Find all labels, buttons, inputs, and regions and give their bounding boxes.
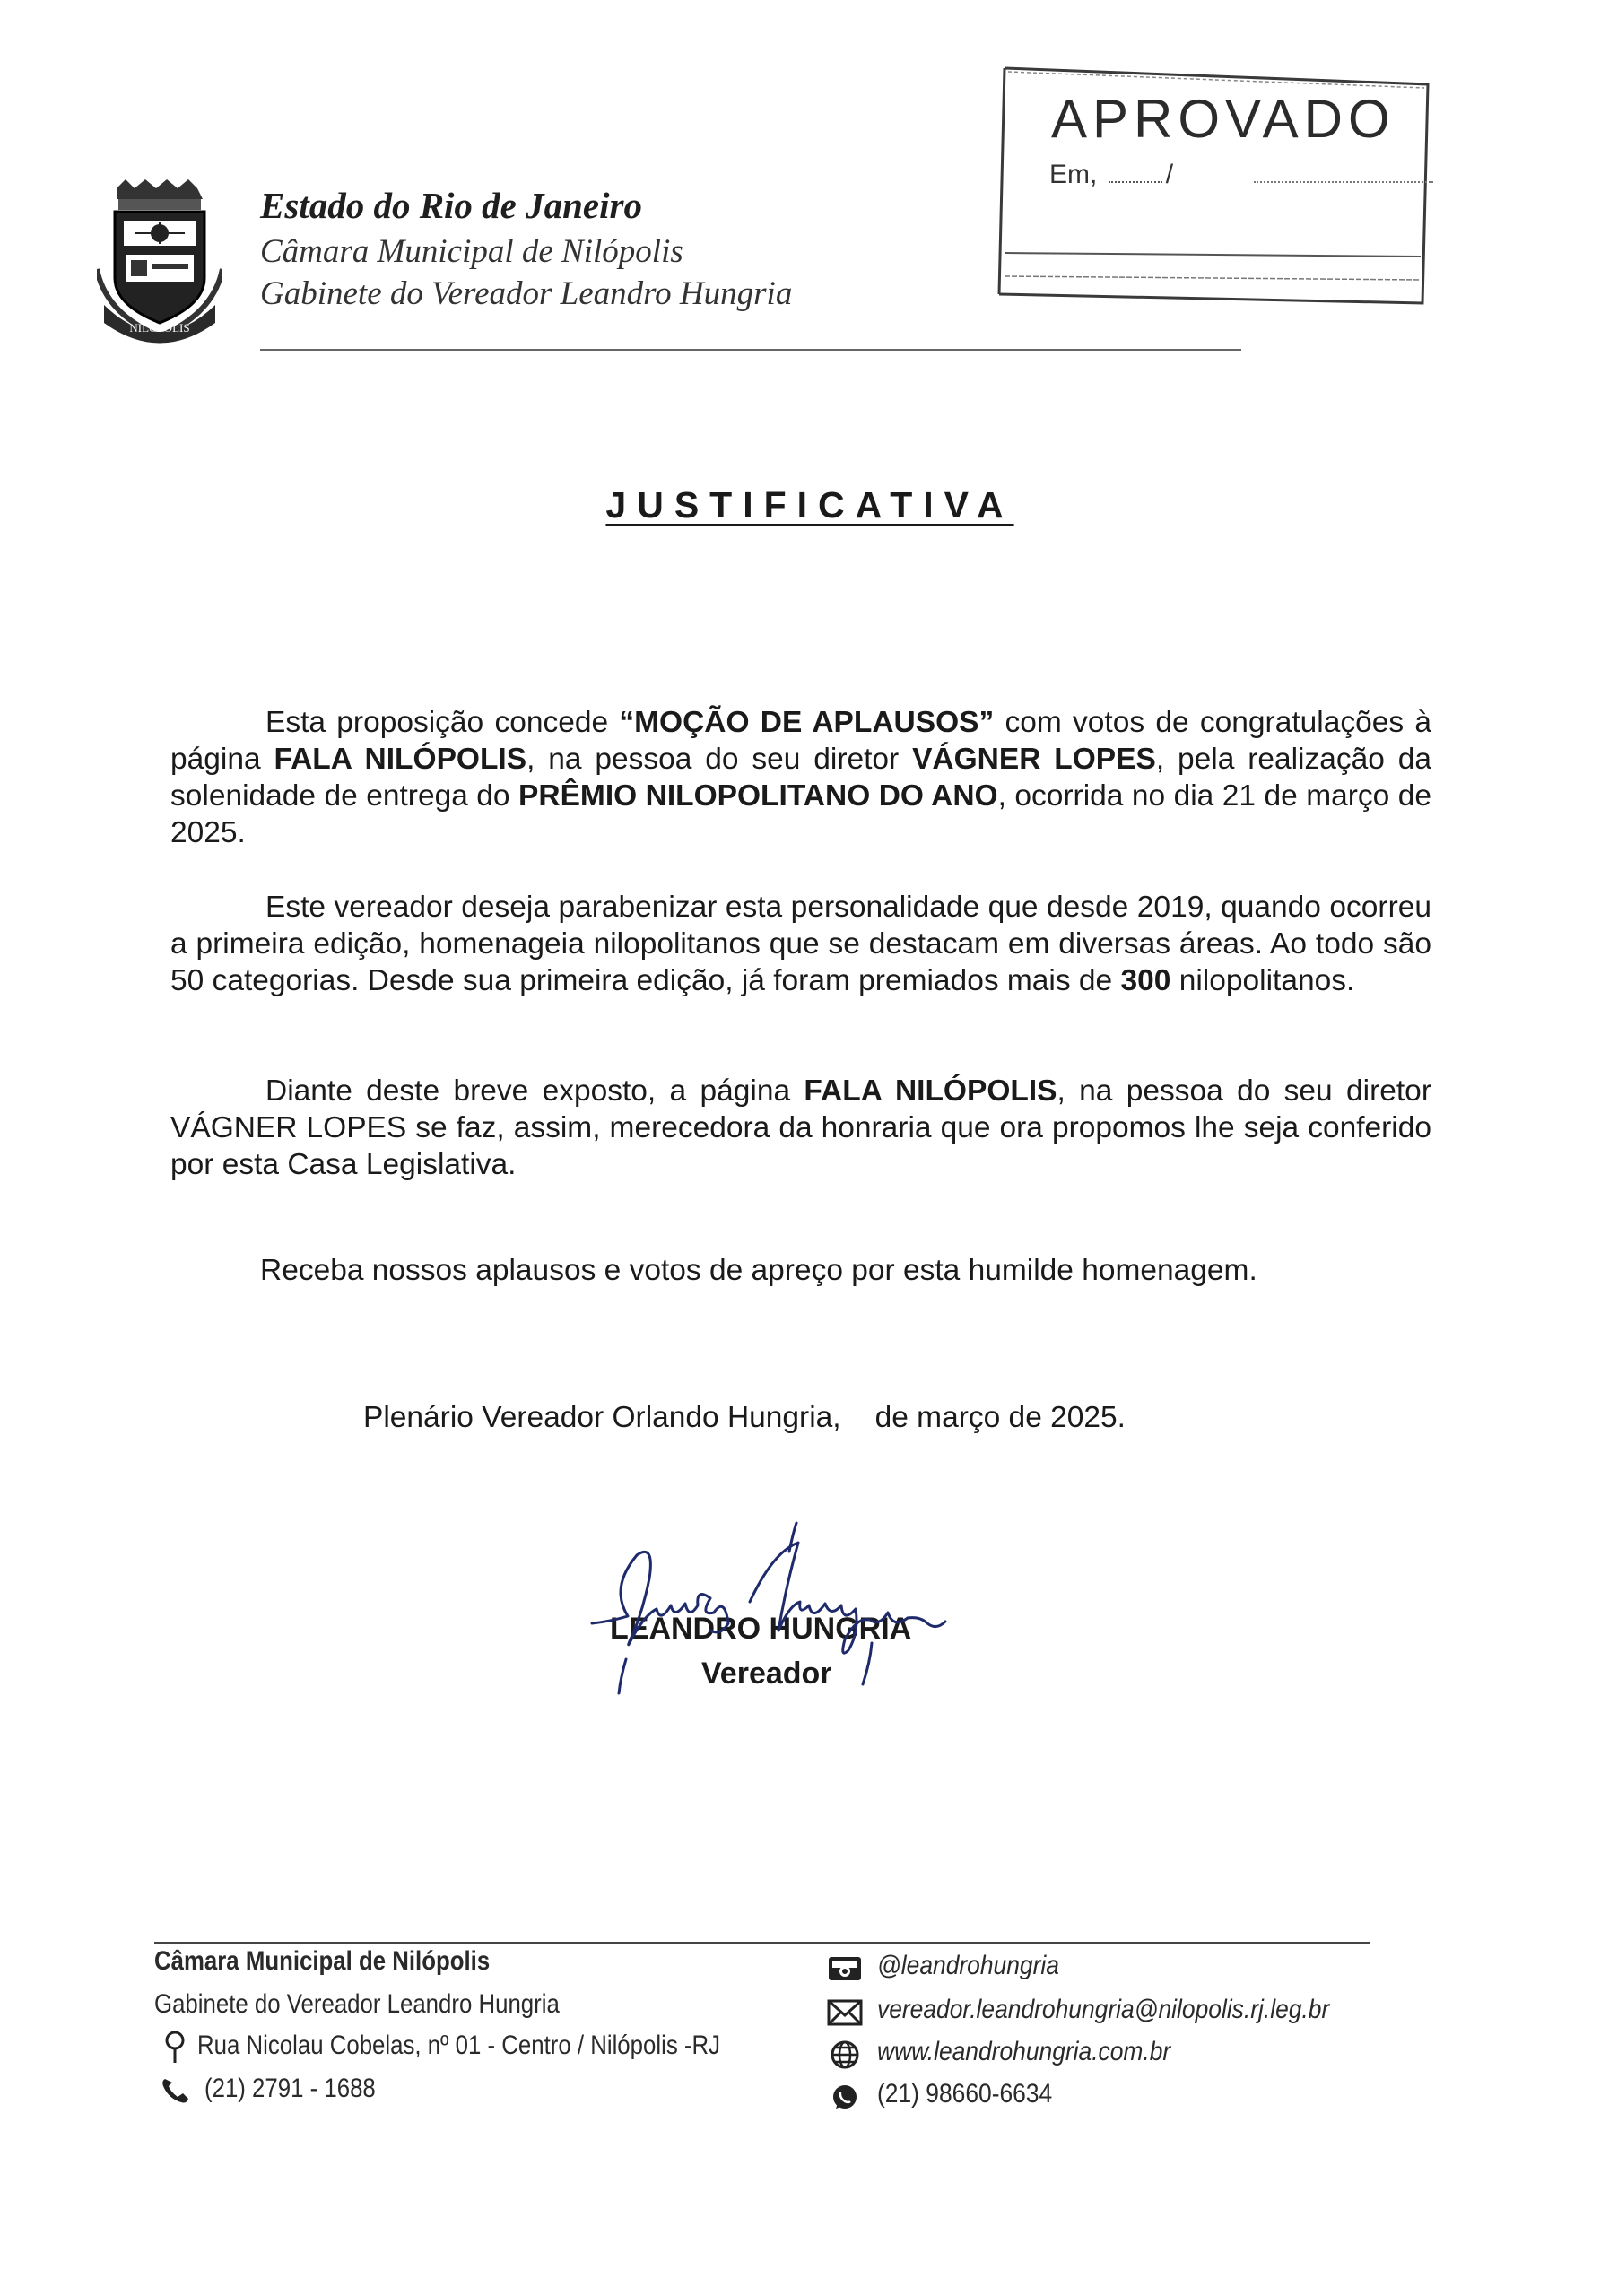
email-icon: [827, 1997, 863, 2028]
signatory-role: Vereador: [701, 1657, 832, 1691]
stamp-date-blank: [1109, 165, 1162, 183]
stamp-approved: APROVADO: [1051, 89, 1396, 149]
plenary-date: de março de 2025.: [874, 1401, 1126, 1434]
footer-office: Gabinete do Vereador Leandro Hungria: [154, 1989, 560, 2019]
location-pin-icon: [161, 2029, 188, 2065]
handwritten-signature: [574, 1516, 978, 1713]
footer-phone: (21) 2791 - 1688: [204, 2074, 376, 2103]
plenary-date-line: [363, 1401, 1126, 1435]
plenary-place: Plenário Vereador Orlando Hungria,: [363, 1401, 841, 1434]
stamp-date-label: Em,: [1049, 160, 1098, 189]
footer-divider: [154, 1942, 1370, 1944]
footer-instagram[interactable]: @leandrohungria: [877, 1951, 1059, 1980]
header-office: Gabinete do Vereador Leandro Hungria: [260, 275, 793, 312]
municipal-crest-icon: [97, 179, 222, 345]
whatsapp-icon: [827, 2082, 863, 2112]
header-state: Estado do Rio de Janeiro: [260, 185, 642, 226]
phone-icon: [160, 2075, 192, 2106]
globe-icon: [827, 2039, 863, 2070]
document-title: JUSTIFICATIVA: [605, 484, 1014, 526]
header-chamber: Câmara Municipal de Nilópolis: [260, 233, 683, 270]
paragraph-4: Receba nossos aplausos e votos de apreço por esta humilde homenagem.: [260, 1254, 1257, 1287]
footer-whatsapp[interactable]: (21) 98660-6634: [877, 2079, 1053, 2109]
paragraph-1: Esta proposição concede “MOÇÃO DE APLAUSOS” com votos de congratulações à página FALA NILÓPOLIS, na pessoa do seu diretor VÁGNER LOPES, pela realização da solenidade de entrega do PRÊMIO NILOPOLITANO DO ANO, ocorrida no dia 21 de março de 2025.: [170, 706, 1432, 849]
signatory-name: LEANDRO HUNGRIA: [610, 1612, 912, 1646]
stamp-date-sep: /: [1165, 160, 1174, 189]
footer-org: Câmara Municipal de Nilópolis: [154, 1946, 491, 1976]
svg-text:NILÓPOLIS: NILÓPOLIS: [129, 321, 190, 335]
stamp-date-blank-2: [1254, 165, 1433, 183]
paragraph-3: Diante deste breve exposto, a página FALA NILÓPOLIS, na pessoa do seu diretor VÁGNER LOPES se faz, assim, merecedora da honraria que ora propomos lhe seja conferido por esta Casa Legislativa.: [170, 1074, 1431, 1181]
stamp-date-line: [1049, 160, 1433, 190]
header-divider: [260, 349, 1241, 351]
footer-website[interactable]: www.leandrohungria.com.br: [877, 2037, 1171, 2066]
footer-email[interactable]: vereador.leandrohungria@nilopolis.rj.leg.br: [877, 1995, 1330, 2024]
instagram-icon: [827, 1953, 863, 1984]
paragraph-2: Este vereador deseja parabenizar esta personalidade que desde 2019, quando ocorreu a primeira edição, homenageia nilopolitanos que se destacam em diversas áreas. Ao todo são 50 categorias. Desde sua primeira edição, já foram premiados mais de 300 nilopolitanos.: [170, 891, 1431, 997]
footer-address: Rua Nicolau Cobelas, nº 01 - Centro / Nilópolis -RJ: [197, 2031, 721, 2060]
